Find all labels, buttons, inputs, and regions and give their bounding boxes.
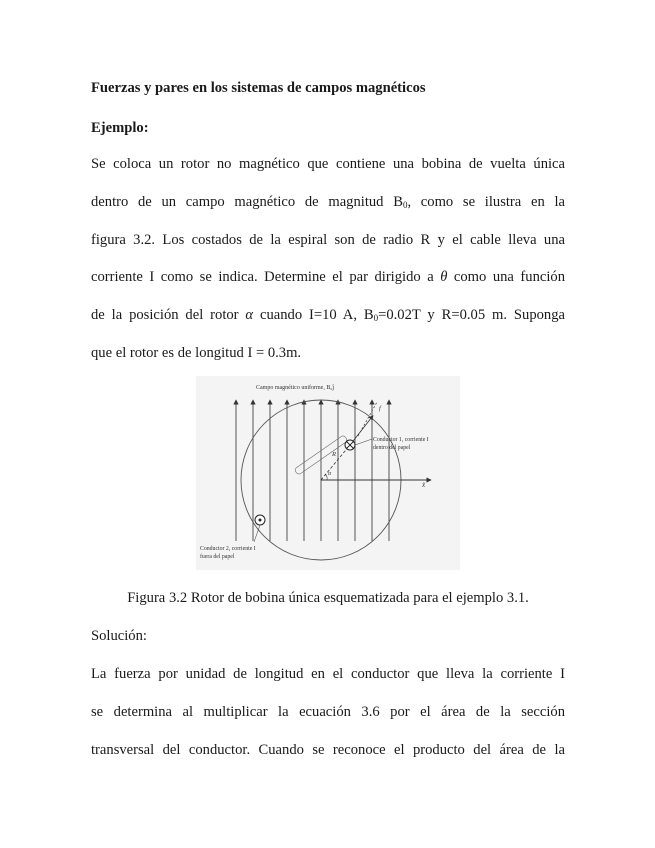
- x-axis-label: x̂: [422, 481, 426, 489]
- conductor-2-label: fuera del papel: [200, 554, 235, 560]
- example-label: Ejemplo:: [91, 120, 149, 136]
- paragraph-line: corriente I como se indica. Determine el par dirigido a θ como una función: [91, 269, 565, 285]
- paragraph-line: que el rotor es de longitud I = 0.3m.: [91, 345, 302, 361]
- alpha-label: α: [328, 471, 332, 477]
- rotor-figure: [196, 376, 460, 570]
- conductor-2-label: Conductor 2, corriente I: [200, 546, 256, 552]
- paragraph-line: transversal del conductor. Cuando se reconoce el producto del área de la: [91, 742, 565, 758]
- solution-label: Solución:: [91, 628, 147, 644]
- paragraph-line: dentro de un campo magnético de magnitud $B_0$, como se ilustra en la: [91, 194, 565, 210]
- figure-title: Campo magnético uniforme, B₀ĵ: [256, 385, 335, 391]
- force-direction: [358, 402, 377, 436]
- paragraph-line: figura 3.2. Los costados de la espiral son de radio R y el cable lleva una: [91, 232, 565, 248]
- conductor-1-label: dentro del papel: [373, 445, 411, 451]
- radius-label: R: [332, 451, 336, 458]
- force-label: f: [379, 405, 381, 412]
- section-title: Fuerzas y pares en los sistemas de campos magnéticos: [91, 80, 426, 96]
- paragraph-line: La fuerza por unidad de longitud en el conductor que lleva la corriente I: [91, 666, 565, 682]
- paragraph-line: se determina al multiplicar la ecuación 3.6 por el área de la sección: [91, 704, 565, 720]
- paragraph-line: de la posición del rotor α cuando I=10 A, $B_0=0.02T$ y R=0.05 m. Suponga: [91, 307, 565, 323]
- paragraph-line: Se coloca un rotor no magnético que contiene una bobina de vuelta única: [91, 156, 565, 172]
- figure-caption: Figura 3.2 Rotor de bobina única esquematizada para el ejemplo 3.1.: [127, 590, 529, 606]
- conductor-1-label: Conductor 1, corriente I: [373, 437, 429, 443]
- conductor-1-leader: [355, 439, 372, 445]
